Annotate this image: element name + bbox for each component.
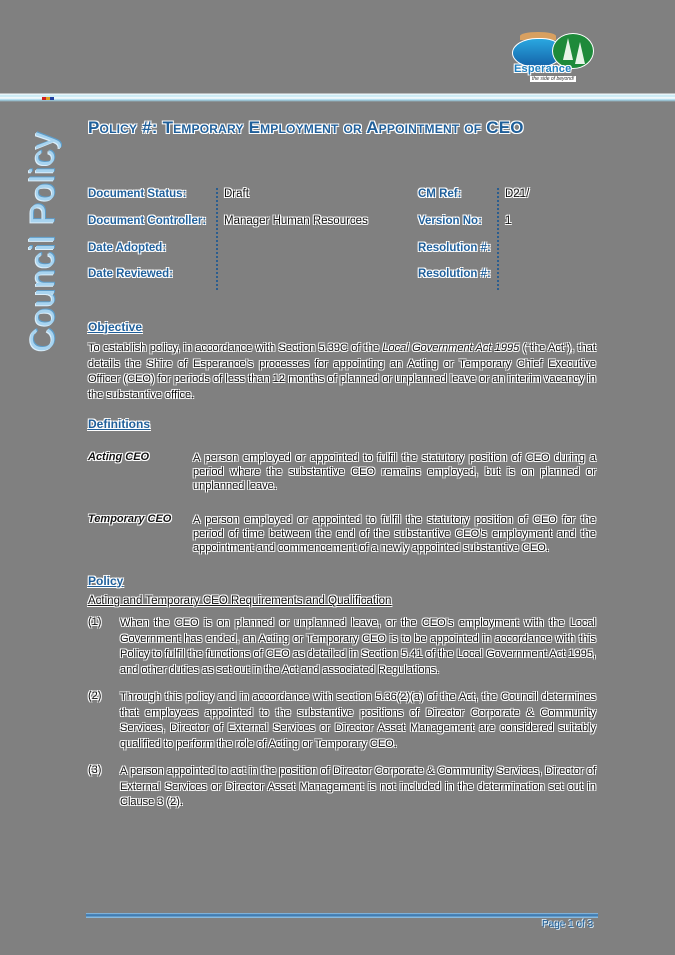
page-number: Page 1 of 3 [542,919,594,930]
objective-text [88,341,596,404]
meta-label-version: Version No: [418,215,482,227]
colour-chip [42,97,54,100]
meta-value-status: Draft [224,188,249,200]
objective-text-part: To establish policy, in accordance with Section 5.39C of the [88,342,383,354]
clause-text: A person appointed to act in the position of Director Corporate & Community Services, Director of External Services or Director Asset Management is not included in the determination set out in Clause 3 (2). [120,765,596,809]
clause-text: Through this policy and in accordance with section 5.36(2)(a) of the Act, the Council determines that employees appointed to the substantive positions of Director Corporate & Community Services, Director of External Services or Director Asset Management are considered suitably qualified to perform the role of Acting or Temporary CEO. [120,691,596,751]
page-title: Policy #: Temporary Employment or Appointment of CEO [88,118,524,137]
meta-divider [216,188,218,290]
council-policy-side-title: Council Policy [24,131,62,352]
meta-label-resolution-1: Resolution #: [418,242,491,254]
policy-subheading: Acting and Temporary CEO Requirements and Qualification [88,595,392,607]
definition-term-acting-ceo: Acting CEO [88,451,150,463]
tree-icon [563,38,573,60]
footer-divider [86,913,598,918]
shire-logo [512,30,596,80]
logo-tagline: the side of beyond! [532,76,575,82]
meta-value-cm-ref: D21/ [505,188,530,200]
clause-text: When the CEO is on planned or unplanned leave, or the CEO’s employment with the Local Government has ended, an Acting or Temporary CEO is to be appointed in accordance with this Policy to fulfil the functions of CEO as detailed in Section 5.41 of the Local Government Act 1995, and other duties as set out in the Act and associated Regulations. [120,617,596,677]
meta-divider [497,188,499,290]
definition-text-temporary-ceo: A person employed or appointed to fulfil the statutory position of CEO for the period of time between the end of the substantive CEO’s employment and the appointment and commencement of a newly appointed substantive CEO. [193,514,596,554]
meta-label-cm-ref: CM Ref: [418,188,462,200]
meta-label-status: Document Status: [88,188,187,200]
clause-number: (2) [88,690,102,702]
definition-text-acting-ceo: A person employed or appointed to fulfil the statutory position of CEO during a period where the substantive CEO remains employed, but is on planned or unplanned leave. [193,452,596,492]
meta-label-resolution-2: Resolution #: [418,268,491,280]
tree-icon [575,42,585,64]
meta-label-date-reviewed: Date Reviewed: [88,268,174,280]
definitions-heading: Definitions [88,417,150,431]
definition-term-temporary-ceo: Temporary CEO [88,513,172,525]
meta-label-date-adopted: Date Adopted: [88,242,167,254]
header-divider [0,93,675,103]
clause-number: (1) [88,616,102,628]
logo-name: Esperance [514,63,572,75]
clause-number: (3) [88,764,102,776]
objective-text-part: (“the Act”), that details the Shire of Esperance’s processes for appointing an Acting or Temporary Chief Executive Officer (CEO) for periods of less than 12 months of planned or unplanned leave or an interim vacancy in the substantive office. [88,342,596,402]
objective-heading: Objective [88,320,143,334]
document-metadata [88,188,603,290]
meta-value-version: 1 [505,215,512,227]
policy-heading: Policy [88,574,124,588]
meta-label-controller: Document Controller: [88,215,207,227]
meta-value-controller: Manager Human Resources [224,215,368,227]
act-name: Local Government Act 1995 [382,342,520,354]
